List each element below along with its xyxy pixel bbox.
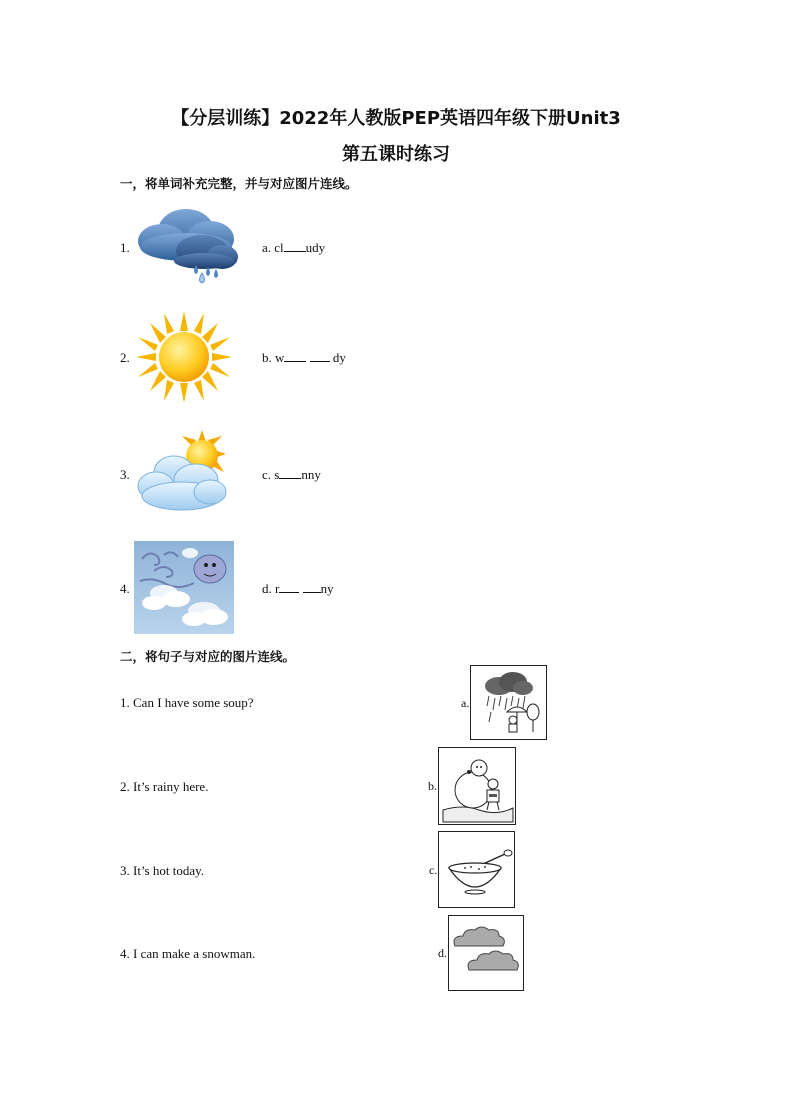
- snowman-sketch-icon: [439, 748, 515, 824]
- picture-box-d: [448, 915, 524, 991]
- sentence-2: 2. It’s rainy here.: [120, 779, 209, 794]
- picture-label-a: a.: [461, 696, 470, 710]
- word-b: b. w dy: [262, 350, 346, 365]
- sun-icon: [134, 309, 234, 405]
- sentence-3: 3. It’s hot today.: [120, 863, 205, 878]
- item-number-2: 2.: [120, 350, 130, 365]
- word-c: c. s nny: [262, 467, 321, 482]
- word-a: a. cl udy: [262, 240, 326, 255]
- sun-behind-cloud-icon: [134, 428, 234, 518]
- picture-label-c: c.: [429, 863, 438, 877]
- sentence-1: 1. Can I have some soup?: [120, 695, 254, 710]
- section1-heading: 一，将单词补充完整，并与对应图片连线。: [120, 176, 358, 191]
- windy-icon: [134, 541, 234, 634]
- picture-box-b: [438, 747, 516, 825]
- item-number-1: 1.: [120, 240, 130, 255]
- page-title-line1: 【分层训练】2022年人教版PEP英语四年级下册Unit3: [171, 108, 621, 129]
- rain-cloud-icon: [134, 203, 240, 285]
- sentence-4: 4. I can make a snowman.: [120, 946, 256, 961]
- word-d: d. r ny: [262, 581, 334, 596]
- section2-heading: 二，将句子与对应的图片连线。: [120, 649, 296, 664]
- item-number-3: 3.: [120, 467, 130, 482]
- soup-bowl-sketch-icon: [439, 832, 514, 907]
- item-number-4: 4.: [120, 581, 130, 596]
- picture-label-b: b.: [428, 779, 437, 793]
- clouds-sketch-icon: [449, 916, 523, 990]
- picture-box-c: [438, 831, 515, 908]
- page-title-line2: 第五课时练习: [342, 144, 450, 165]
- picture-label-d: d.: [438, 946, 447, 960]
- rain-sketch-icon: [471, 666, 546, 739]
- picture-box-a: [470, 665, 547, 740]
